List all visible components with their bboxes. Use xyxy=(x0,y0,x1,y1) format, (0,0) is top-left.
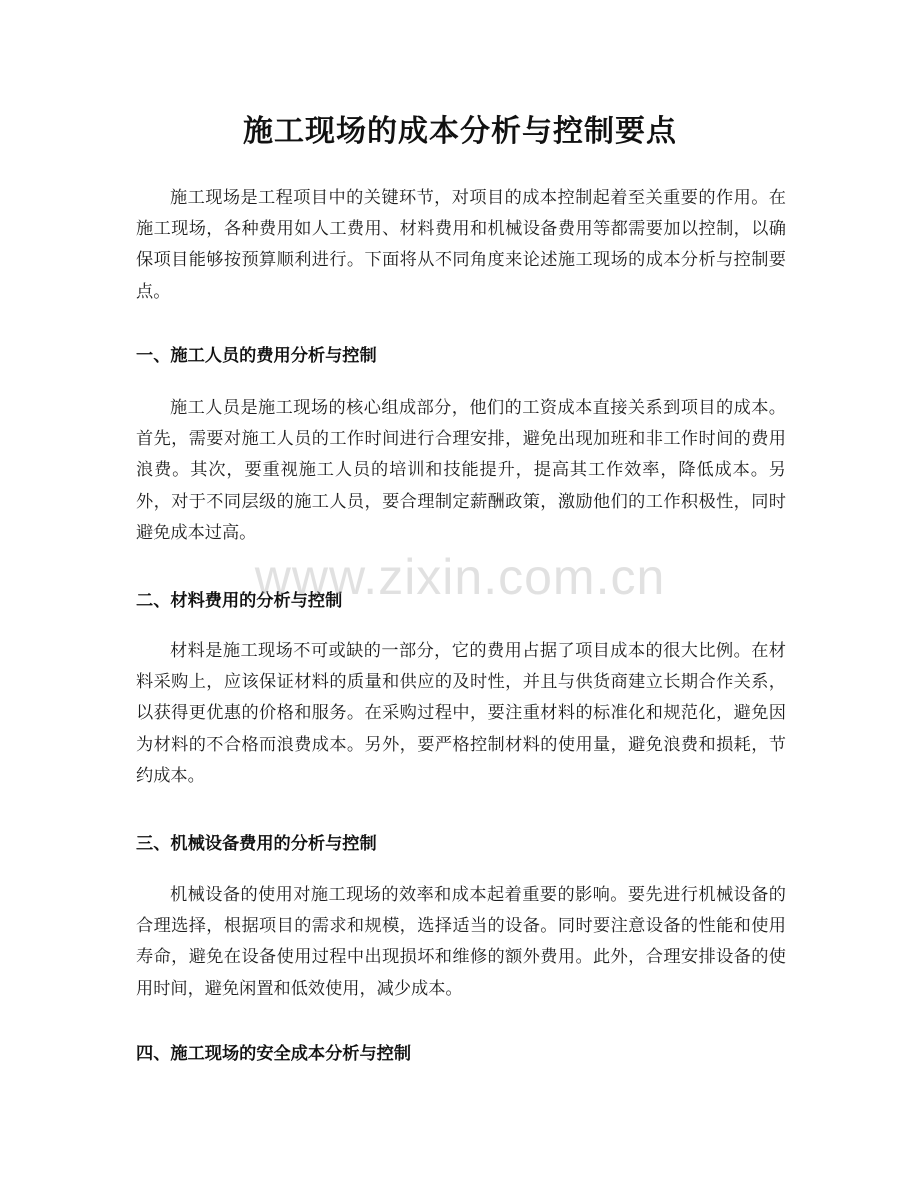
section-heading-3: 三、机械设备费用的分析与控制 xyxy=(136,834,377,854)
section-heading-2: 二、材料费用的分析与控制 xyxy=(136,591,343,611)
intro-paragraph: 施工现场是工程项目中的关键环节，对项目的成本控制起着至关重要的作用。在施工现场，各种费用如人工费用、材料费用和机械设备费用等都需要加以控制，以确保项目能够按预算顺利进行。下面将从不同角度来论述施工现场的成本分析与控制要点。 xyxy=(136,188,786,302)
section-body-3: 机械设备的使用对施工现场的效率和成本起着重要的影响。要先进行机械设备的合理选择，根据项目的需求和规模，选择适当的设备。同时要注意设备的性能和使用寿命，避免在设备使用过程中出现损坏和维修的额外费用。此外，合理安排设备的使用时间，避免闲置和低效使用，减少成本。 xyxy=(136,885,786,999)
section-heading-4: 四、施工现场的安全成本分析与控制 xyxy=(136,1044,412,1064)
section-body-1: 施工人员是施工现场的核心组成部分，他们的工资成本直接关系到项目的成本。首先，需要对施工人员的工作时间进行合理安排，避免出现加班和非工作时间的费用浪费。其次，要重视施工人员的培训和技能提升，提高其工作效率，降低成本。另外，对于不同层级的施工人员，要合理制定薪酬政策，激励他们的工作积极性，同时避免成本过高。 xyxy=(136,398,786,543)
section-heading-1: 一、施工人员的费用分析与控制 xyxy=(136,346,377,366)
section-body-2: 材料是施工现场不可或缺的一部分，它的费用占据了项目成本的很大比例。在材料采购上，应该保证材料的质量和供应的及时性，并且与供货商建立长期合作关系，以获得更优惠的价格和服务。在采购过程中，要注重材料的标准化和规范化，避免因为材料的不合格而浪费成本。另外，要严格控制材料的使用量，避免浪费和损耗，节约成本。 xyxy=(136,641,786,786)
watermark-text: www.zixin.com.cn xyxy=(254,549,666,605)
document-title: 施工现场的成本分析与控制要点 xyxy=(243,114,677,149)
